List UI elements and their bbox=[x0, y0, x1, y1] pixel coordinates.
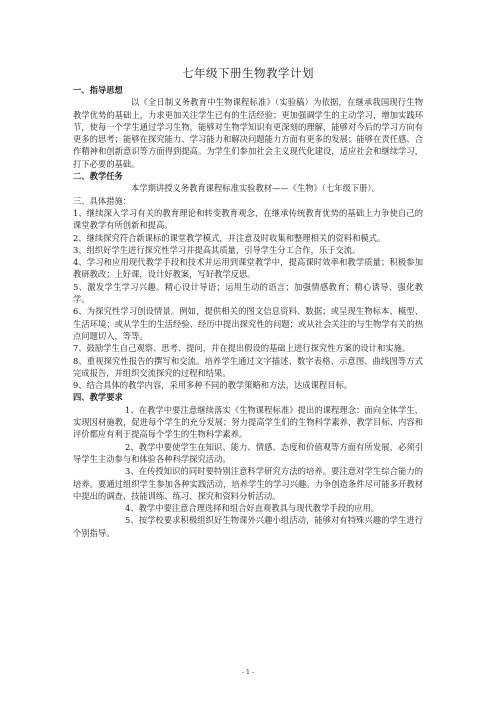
list-item: 5、激发学生学习兴趣。精心设计导语；运用生动的语言；加强情感教育；精心诱导、强化教学。 bbox=[73, 281, 423, 305]
list-item: 3、组织好学生进行探究性学习并提高其质量，引导学生分工合作，乐于交流。 bbox=[73, 244, 361, 255]
section-heading: 三、具体措施： bbox=[73, 195, 132, 206]
page-number: - 1 - bbox=[241, 668, 255, 676]
section-heading: 一、指导思想 bbox=[73, 85, 123, 95]
paragraph: 4、教学中要注意合理选择和组合好直观教具与现代教学手段的应用。 bbox=[125, 503, 380, 514]
paragraph: 5、按学校要求积极组织好生物课外兴趣小组活动，能够对有特殊兴趣的学生进行个别指导。 bbox=[73, 515, 423, 538]
list-item: 1、继续深入学习有关的教育理论和转变教育观念，在继承传统教育优势的基础上力争使自己的课堂教学有所创新和提高。 bbox=[73, 207, 423, 231]
section-heading: 四、教学要求 bbox=[73, 392, 123, 403]
paragraph: 1、在教学中要注意继续落实《生物课程标准》提出的课程理念：面向全体学生，实现因材施教，促进每个学生的充分发展；努力提高学生们的生物科学素养，教学目标、内容和评价都应有利于提高每个学生的生物科学素养。 bbox=[73, 404, 423, 440]
list-item: 8、重视探究性报告的撰写和交流。培养学生通过文字描述、数字表格、示意图、曲线图等方式完成报告，并组织交流探究的过程和结果。 bbox=[73, 355, 423, 378]
paragraph: 2、教学中要使学生在知识、能力、情感、态度和价值观等方面有所发展，必须引导学生主动参与和体验各种科学探究活动。 bbox=[73, 441, 423, 464]
list-item: 2、继续探究符合新课标的课堂教学模式，并注意及时收集和整理相关的资料和模式。 bbox=[73, 232, 386, 243]
document-body bbox=[73, 84, 423, 539]
list-item: 4、学习和应用现代教学手段和技术并运用到课堂教学中，提高课时效率和教学质量；积极参加教研教改；上好课，设计好教案，写好教学反思。 bbox=[73, 257, 423, 280]
list-item: 6、为探究性学习创设情景。例如，提供相关的图文信息资料、数据；或呈现生物标本、模型、生活环境；或从学生的生活经验、经历中提出探究性的问题；或从社会关注的与生物学有关的热点问题切入，等等。 bbox=[73, 306, 423, 341]
paragraph: 以《全日制义务教育中生物课程标准》（实验稿）为依据，在继承我国现行生物教学优势的基础上，力求更加关注学生已有的生活经验；更加强调学生的主动学习，增加实践环节，使每一个学生通过学习生物，能够对生物学知识有更深刻的理解，能够对今后的学习方向有更多的思考；能够在探究能力、学习能力和解决问题能力方面有更多的发展；能够在责任感、合作精神和创新意识等方面得到提高。为学生们参加社会主义现代化建设，适应社会和继续学习，打下必要的基础。 bbox=[73, 97, 423, 169]
paragraph: 3、在传授知识的同时要特别注意科学研究方法的培养。要注意对学生综合能力的培养。要通过组织学生参加各种实践活动，培养学生的学习兴趣。力争创造条件尽可能多开教材中提出的调查、技能训练、练习、探究和资料分析活动。 bbox=[73, 466, 423, 501]
list-item: 7、鼓励学生自己观察、思考、提问，并在提出假设的基础上进行探究性方案的设计和实施。 bbox=[73, 343, 411, 354]
document-title: 七年级下册生物教学计划 bbox=[182, 66, 314, 80]
paragraph: 本学期讲授义务教育课程标准实验教材——《生物》（七年级下册）。 bbox=[131, 183, 380, 194]
list-item: 9、结合具体的教学内容，采用多种不同的教学策略和方法，达成课程目标。 bbox=[73, 380, 353, 391]
section-heading: 二、教学任务 bbox=[73, 171, 123, 182]
